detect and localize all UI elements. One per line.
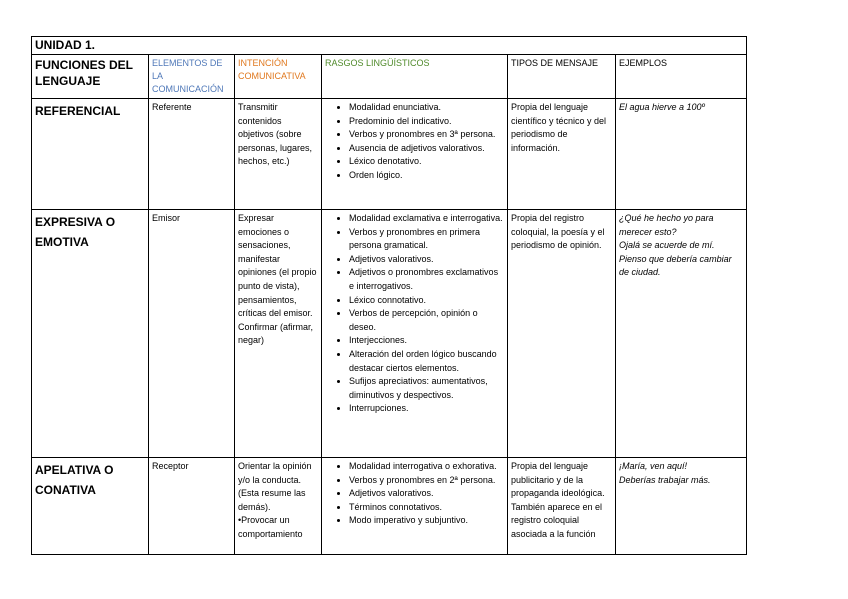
examples-cell bbox=[616, 458, 747, 555]
unit-title: UNIDAD 1. bbox=[32, 37, 747, 55]
list-item: • Orden lógico. bbox=[349, 169, 504, 183]
example-text: Pienso que debería cambiar de ciudad. bbox=[619, 253, 732, 278]
list-item: • Verbos y pronombres en 3ª persona. bbox=[349, 128, 504, 142]
intention-cell bbox=[235, 210, 322, 458]
list-item: • Interjecciones. bbox=[349, 334, 504, 348]
element-cell: Receptor bbox=[149, 458, 235, 555]
header-funciones: FUNCIONES DEL LENGUAJE bbox=[32, 55, 149, 99]
element-cell: Referente bbox=[149, 99, 235, 210]
list-item: • Adjetivos o pronombres exclamativos e interrogativos. bbox=[349, 266, 504, 293]
features-cell bbox=[322, 99, 508, 210]
intention-text: Orientar la opinión y/o la conducta. (Esta resume las demás). bbox=[238, 461, 312, 512]
table-row bbox=[32, 210, 747, 458]
list-item: • Modalidad exclamativa e interrogativa. bbox=[349, 212, 504, 226]
example-text: El agua hierve a 100º bbox=[619, 102, 705, 112]
list-item: • Verbos y pronombres en primera persona gramatical. bbox=[349, 226, 504, 253]
example-text: Ojalá se acuerde de mí. bbox=[619, 240, 715, 251]
intention-cell bbox=[235, 458, 322, 555]
message-type-cell: Propia del lenguaje publicitario y de la propaganda ideológica. También aparece en el registro coloquial asociada a la función bbox=[508, 458, 616, 555]
function-name: APELATIVA O CONATIVA bbox=[32, 458, 149, 555]
list-item: • Adjetivos valorativos. bbox=[349, 487, 504, 501]
list-item: • Términos connotativos. bbox=[349, 501, 504, 515]
header-intencion: INTENCIÓN COMUNICATIVA bbox=[235, 55, 322, 99]
features-cell bbox=[322, 458, 508, 555]
list-item: • Modo imperativo y subjuntivo. bbox=[349, 514, 504, 528]
header-tipos: TIPOS DE MENSAJE bbox=[508, 55, 616, 99]
list-item: • Modalidad enunciativa. bbox=[349, 101, 504, 115]
list-item: • Verbos y pronombres en 2ª persona. bbox=[349, 474, 504, 488]
list-item: • Verbos de percepción, opinión o deseo. bbox=[349, 307, 504, 334]
functions-table bbox=[31, 36, 747, 555]
header-rasgos: RASGOS LINGÜÍSTICOS bbox=[322, 55, 508, 99]
list-item: • Modalidad interrogativa o exhorativa. bbox=[349, 460, 504, 474]
example-text: ¡María, ven aquí! bbox=[619, 461, 688, 471]
features-cell bbox=[322, 210, 508, 458]
function-name: EXPRESIVA O EMOTIVA bbox=[32, 210, 149, 458]
examples-cell bbox=[616, 210, 747, 458]
example-text: ¿Qué he hecho yo para merecer esto? bbox=[619, 213, 714, 237]
list-item: • Adjetivos valorativos. bbox=[349, 253, 504, 267]
header-ejemplos: EJEMPLOS bbox=[616, 55, 747, 99]
list-item: • Sufijos apreciativos: aumentativos, diminutivos y despectivos. bbox=[349, 375, 504, 402]
list-item: • Interrupciones. bbox=[349, 402, 504, 416]
element-cell: Emisor bbox=[149, 210, 235, 458]
example-text: Deberías trabajar más. bbox=[619, 474, 711, 485]
header-elementos: ELEMENTOS DE LA COMUNICACIÓN bbox=[149, 55, 235, 99]
intention-text: Transmitir contenidos objetivos (sobre personas, lugares, hechos, etc.) bbox=[238, 102, 313, 167]
list-item: • Predominio del indicativo. bbox=[349, 115, 504, 129]
list-item: • Léxico connotativo. bbox=[349, 294, 504, 308]
intention-cell bbox=[235, 99, 322, 210]
message-type-cell: Propia del registro coloquial, la poesía y el periodismo de opinión. bbox=[508, 210, 616, 458]
intention-text: Confirmar (afirmar, negar) bbox=[238, 321, 314, 346]
table-row bbox=[32, 99, 747, 210]
function-name: REFERENCIAL bbox=[32, 99, 149, 210]
list-item: • Ausencia de adjetivos valorativos. bbox=[349, 142, 504, 156]
features-list bbox=[325, 460, 504, 528]
message-type-cell: Propia del lenguaje científico y técnico y del periodismo de información. bbox=[508, 99, 616, 210]
table-row bbox=[32, 458, 747, 555]
features-list bbox=[325, 101, 504, 183]
list-item: • Alteración del orden lógico buscando destacar ciertos elementos. bbox=[349, 348, 504, 375]
examples-cell bbox=[616, 99, 747, 210]
intention-text: Expresar emociones o sensaciones, manifestar opiniones (el propio punto de vista), pensamientos, críticas del emisor. bbox=[238, 213, 317, 319]
intention-text: •Provocar un comportamiento bbox=[238, 515, 303, 539]
features-list bbox=[325, 212, 504, 416]
list-item: • Léxico denotativo. bbox=[349, 155, 504, 169]
